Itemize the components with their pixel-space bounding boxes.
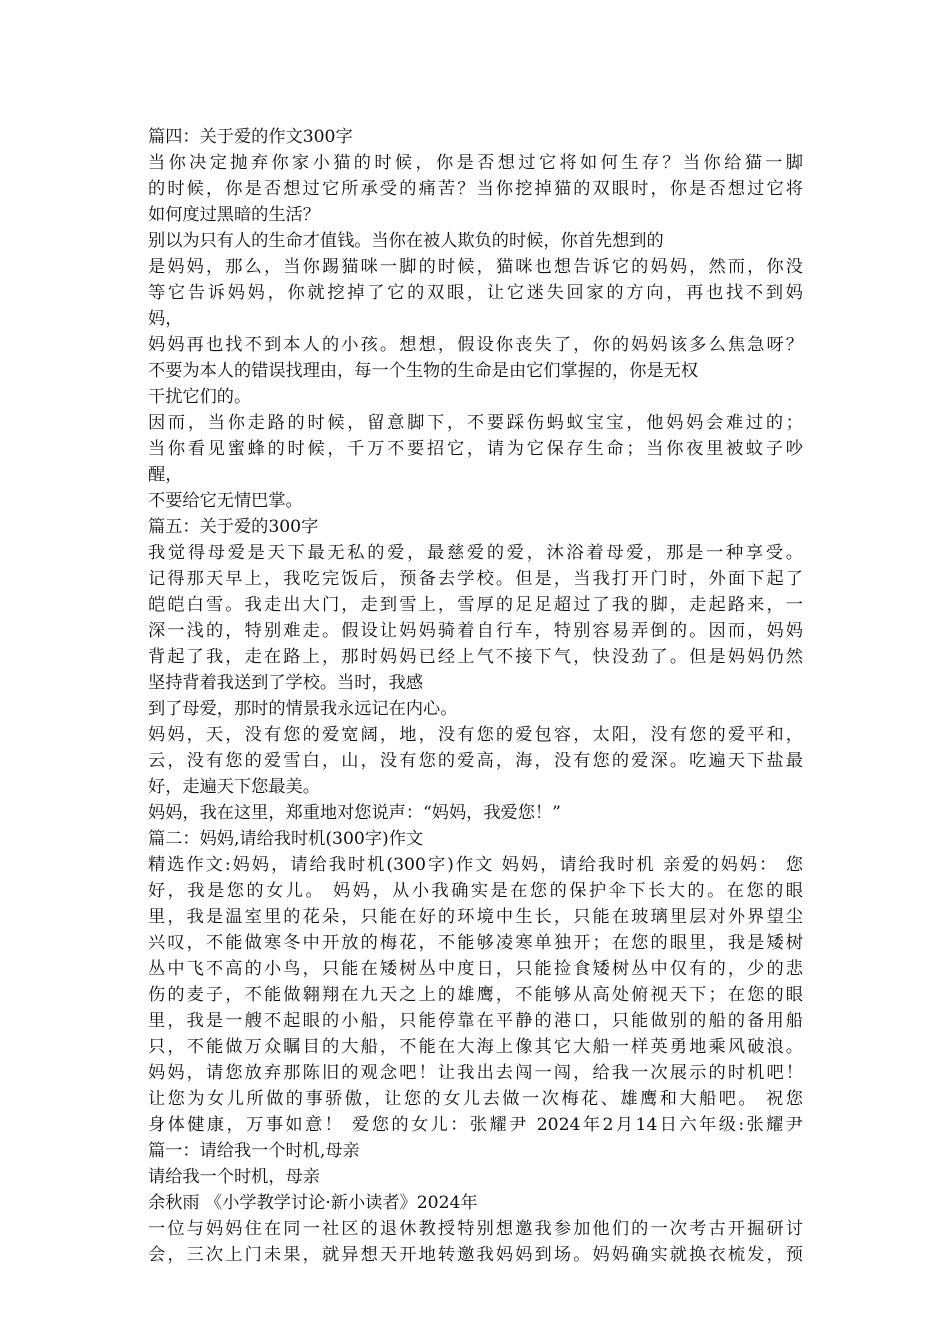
text-line: 篇四：关于爱的作文300字 [148, 127, 353, 147]
text-line: 兴叹，不能做寒冬中开放的梅花，不能够凌寒单独开；在您的眼里，我是矮树 [148, 933, 803, 953]
text-line: 干扰它们的。 [148, 387, 252, 407]
text-line: 坚持背着我送到了学校。当时，我感 [148, 673, 424, 693]
text-line: 好，走遍天下您最美。 [148, 777, 320, 797]
text-line: 余秋雨 《小学教学讨论·新小读者》2024年 [148, 1193, 478, 1213]
text-line: 篇五：关于爱的300字 [148, 517, 319, 537]
text-line: 皑皑白雪。我走出大门，走到雪上，雪厚的足足超过了我的脚，走起路来，一 [148, 595, 803, 615]
text-line: 如何度过黑暗的生活？ [148, 205, 320, 225]
text-line: 别以为只有人的生命才值钱。当你在被人欺负的时候，你首先想到的 [148, 231, 664, 251]
text-line: 背起了我，走在路上，那时妈妈已经上气不接下气，快没劲了。但是妈妈仍然 [148, 647, 803, 667]
text-line: 只，不能做万众瞩目的大船，不能在大海上像其它大船一样英勇地乘风破浪。 [148, 1037, 803, 1057]
text-line: 让您为女儿所做的事骄傲，让您的女儿去做一次梅花、雄鹰和大船吧。 祝您 [148, 1089, 803, 1109]
text-line: 到了母爱，那时的情景我永远记在内心。 [148, 699, 458, 719]
text-line: 不要给它无情巴掌。 [148, 491, 303, 511]
text-line: 当你看见蜜蜂的时候，千万不要招它，请为它保存生命；当你夜里被蚊子吵 [148, 439, 803, 459]
document-body [148, 124, 803, 1268]
text-line: 妈， [148, 309, 183, 329]
text-line: 精选作文:妈妈，请给我时机(300字)作文 妈妈，请给我时机 亲爱的妈妈： 您 [148, 855, 803, 875]
text-line: 的时候，你是否想过它所承受的痛苦？当你挖掉猫的双眼时，你是否想过它将 [148, 179, 803, 199]
text-line: 伤的麦子，不能做翱翔在九天之上的雄鹰，不能够从高处俯视天下；在您的眼 [148, 985, 803, 1005]
text-line: 云，没有您的爱雪白，山，没有您的爱高，海，没有您的爱深。吃遍天下盐最 [148, 751, 803, 771]
text-line: 妈妈再也找不到本人的小孩。想想，假设你丧失了，你的妈妈该多么焦急呀？ [148, 335, 803, 355]
text-line: 不要为本人的错误找理由，每一个生物的生命是由它们掌握的，你是无权 [148, 361, 699, 381]
text-line: 当你决定抛弃你家小猫的时候，你是否想过它将如何生存？当你给猫一脚 [148, 153, 803, 173]
text-line: 一位与妈妈住在同一社区的退休教授特别想邀我参加他们的一次考古开掘研讨 [148, 1219, 803, 1239]
text-line: 身体健康，万事如意！ 爱您的女儿：张耀尹 2024年2月14日六年级:张耀尹 [148, 1115, 803, 1135]
text-line: 里，我是温室里的花朵，只能在好的环境中生长，只能在玻璃里层对外界望尘 [148, 907, 803, 927]
text-line: 醒， [148, 465, 183, 485]
text-line: 因而，当你走路的时候，留意脚下，不要踩伤蚂蚁宝宝，他妈妈会难过的； [148, 413, 803, 433]
text-line: 篇一：请给我一个时机,母亲 [148, 1141, 360, 1161]
text-line: 我觉得母爱是天下最无私的爱，最慈爱的爱，沐浴着母爱，那是一种享受。 [148, 543, 803, 563]
text-line: 丛中飞不高的小鸟，只能在矮树丛中度日，只能捡食矮树丛中仅有的，少的悲 [148, 959, 803, 979]
text-line: 是妈妈，那么，当你踢猫咪一脚的时候，猫咪也想告诉它的妈妈，然而，你没 [148, 257, 803, 277]
text-line: 里，我是一艘不起眼的小船，只能停靠在平静的港口，只能做别的船的备用船 [148, 1011, 803, 1031]
text-line: 会，三次上门未果，就异想天开地转邀我妈妈到场。妈妈确实就换衣梳发，预 [148, 1245, 803, 1265]
text-line: 妈妈，我在这里，郑重地对您说声：“妈妈，我爱您！” [148, 803, 561, 823]
text-line: 请给我一个时机，母亲 [148, 1167, 320, 1187]
text-line: 妈妈，天，没有您的爱宽阔，地，没有您的爱包容，太阳，没有您的爱平和， [148, 725, 803, 745]
text-line: 记得那天早上，我吃完饭后，预备去学校。但是，当我打开门时，外面下起了 [148, 569, 803, 589]
text-line: 好，我是您的女儿。 妈妈，从小我确实是在您的保护伞下长大的。在您的眼 [148, 881, 803, 901]
text-line: 等它告诉妈妈，你就挖掉了它的双眼，让它迷失回家的方向，再也找不到妈 [148, 283, 803, 303]
text-line: 篇二：妈妈,请给我时机(300字)作文 [148, 829, 424, 849]
text-line: 妈妈，请您放弃那陈旧的观念吧！让我出去闯一闯，给我一次展示的时机吧！ [148, 1063, 803, 1083]
text-line: 深一浅的，特别难走。假设让妈妈骑着自行车，特别容易弄倒的。因而，妈妈 [148, 621, 803, 641]
